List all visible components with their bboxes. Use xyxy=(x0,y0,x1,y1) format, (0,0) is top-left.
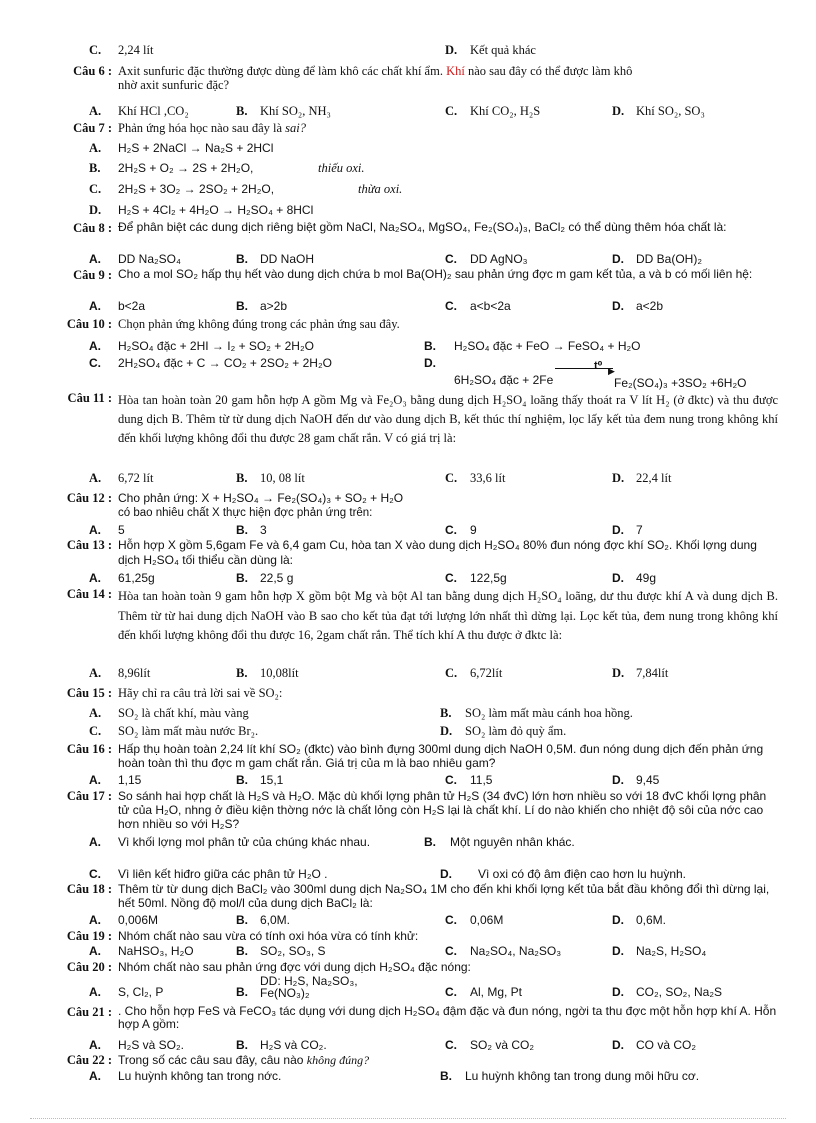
option-c-letter: C. xyxy=(445,666,458,680)
option-a-letter: A. xyxy=(89,666,102,680)
question-text: . Cho hỗn hợp FeS và FeCO₃ tác dụng với dung dịch H₂SO₄ đậm đặc và đun nóng, ngời ta thu đợc một hỗn hợp khí A. Hỗn hợp A gồm: xyxy=(118,1004,777,1031)
question-label: Câu 20 : xyxy=(66,960,112,974)
q19-option-d[interactable]: Na₂S, H₂SO₄ xyxy=(636,944,707,958)
option-d-letter: D. xyxy=(612,571,624,585)
option-d-letter: D. xyxy=(612,471,625,485)
q18-option-c[interactable]: 0,06M xyxy=(470,913,504,927)
question-label: Câu 8 : xyxy=(73,221,112,235)
q13-option-c[interactable]: 122,5g xyxy=(470,571,507,585)
q11-option-b[interactable]: 10, 08 lít xyxy=(260,471,305,485)
question-text: Để phân biệt các dung dịch riêng biệt gồm NaCl, Na₂SO₄, MgSO₄, Fe₂(SO₄)₃, BaCl₂ có thể dùng thêm hóa chất là: xyxy=(118,220,727,234)
option-a-letter: A. xyxy=(89,252,101,266)
option-a-letter: A. xyxy=(89,835,101,849)
q16-option-a[interactable]: 1,15 xyxy=(118,773,142,787)
q6-option-c[interactable]: Khí CO₂, H₂S xyxy=(470,104,541,118)
option-d-letter: D. xyxy=(612,666,625,680)
question-label: Câu 17 : xyxy=(66,789,112,803)
option-d-letter: D. xyxy=(612,1038,624,1052)
q14-option-c[interactable]: 6,72lít xyxy=(470,666,503,680)
q15-option-a[interactable]: SO₂ là chất khí, màu vàng xyxy=(118,706,249,720)
q7-sai: sai? xyxy=(285,121,306,135)
q18-option-b[interactable]: 6,0M. xyxy=(260,913,291,927)
option-d-letter: D. xyxy=(612,913,624,927)
question-text: Nhóm chất nào sau vừa có tính oxi hóa vừa có tính khử: xyxy=(118,929,419,943)
question-text xyxy=(118,64,778,92)
option-c-letter: C. xyxy=(89,724,102,738)
q22-khong-dung: không đúng? xyxy=(306,1053,370,1067)
question-label: Câu 22 : xyxy=(66,1053,112,1067)
option-d-letter: D. xyxy=(612,299,624,313)
option-b-letter: B. xyxy=(236,104,248,118)
question-label: Câu 21 : xyxy=(66,1005,112,1019)
option-c-letter: C. xyxy=(445,1038,457,1052)
q17-option-d[interactable]: Vì oxi có độ âm điện cao hơn lu huỳnh. xyxy=(478,867,686,881)
q5-option-c[interactable]: 2,24 lít xyxy=(118,43,154,57)
option-a-letter: A. xyxy=(89,571,101,585)
option-d-letter: D. xyxy=(612,252,624,266)
q7-option-d[interactable]: H₂S + 4Cl₂ + 4H₂O → H₂SO₄ + 8HCl xyxy=(118,203,314,217)
q21-option-a[interactable]: H₂S và SO₂. xyxy=(118,1038,184,1052)
option-c-letter: C. xyxy=(445,252,457,266)
option-d-letter: D. xyxy=(612,523,624,537)
q9-option-b[interactable]: a>2b xyxy=(260,299,288,313)
q16-option-d[interactable]: 9,45 xyxy=(636,773,660,787)
question-label: Câu 15 : xyxy=(66,686,112,700)
q14-option-d[interactable]: 7,84lít xyxy=(636,666,669,680)
q12-line2: có bao nhiêu chất X thực hiện đợc phản ứng trên: xyxy=(118,507,373,519)
q16-option-b[interactable]: 15,1 xyxy=(260,773,284,787)
q21-option-d[interactable]: CO và CO₂ xyxy=(636,1038,696,1052)
option-c-letter: C. xyxy=(445,913,457,927)
option-a-letter: A. xyxy=(89,944,101,958)
q22-option-a[interactable]: Lu huỳnh không tan trong nớc. xyxy=(118,1069,282,1083)
option-d-letter: D. xyxy=(89,203,102,217)
page-bottom-divider xyxy=(30,1118,786,1119)
option-d-letter: D. xyxy=(612,773,624,787)
question-text: Hòa tan hoàn toàn 20 gam hỗn hợp A gồm Mg và Fe₂O₃ bằng dung dịch H₂SO₄ loãng thấy thoát ra V lít H₂ (ở đktc) và thu được dung dịch B. Thêm từ từ dung dịch NaOH đến dư vào dung dịch B, kết thúc thí nghiệm, lọc lấy kết tủa đem nung trong không khí đến khối lượng không đổi thu được 28 gam chất rắn. V có giá trị là: xyxy=(118,393,778,445)
option-a-letter: A. xyxy=(89,773,101,787)
q8-option-b[interactable]: DD NaOH xyxy=(260,252,315,266)
option-b-letter: B. xyxy=(440,1069,452,1083)
option-d-letter: D. xyxy=(612,104,625,118)
option-d-letter: D. xyxy=(612,944,624,958)
q8-option-a[interactable]: DD Na₂SO₄ xyxy=(118,252,181,266)
q17-option-a[interactable]: Vì khối lợng mol phân tử của chúng khác nhau. xyxy=(118,835,371,849)
q13-option-b[interactable]: 22,5 g xyxy=(260,571,294,585)
q10-option-d-right: Fe₂(SO₄)₃ +3SO₂ +6H₂O xyxy=(614,376,747,390)
option-c-letter: C. xyxy=(445,104,458,118)
q22-text: Trong số các câu sau đây, câu nào xyxy=(118,1053,304,1067)
question-text: Hãy chỉ ra câu trả lời sai về SO₂: xyxy=(118,686,283,700)
q10-option-a[interactable]: H₂SO₄ đặc + 2HI → I₂ + SO₂ + 2H₂O xyxy=(118,339,314,353)
q7-option-b-note: thiếu oxi. xyxy=(318,161,365,175)
question-text xyxy=(118,1053,778,1067)
option-c-letter: C. xyxy=(89,182,102,196)
q10-option-d-temp: t⁰ xyxy=(594,360,603,372)
q7-option-a[interactable]: H₂S + 2NaCl → Na₂S + 2HCl xyxy=(118,141,274,155)
q15-option-d[interactable]: SO₂ làm đỏ quỳ ẩm. xyxy=(465,724,567,738)
q6-text-red: Khí xyxy=(446,64,465,78)
question-label: Câu 9 : xyxy=(73,268,112,282)
question-text: Cho a mol SO₂ hấp thụ hết vào dung dịch chứa b mol Ba(OH)₂ sau phản ứng đợc m gam kết tủa, a và b có mối liên hệ: xyxy=(118,267,753,281)
option-c-letter: C. xyxy=(445,944,457,958)
question-label: Câu 12 : xyxy=(66,491,112,505)
q13-option-a[interactable]: 61,25g xyxy=(118,571,155,585)
q6-option-d[interactable]: Khí SO₂, SO₃ xyxy=(636,104,705,118)
q9-option-d[interactable]: a<2b xyxy=(636,299,664,313)
q18-option-a[interactable]: 0,006M xyxy=(118,913,159,927)
option-c-letter: C. xyxy=(89,867,101,881)
option-b-letter: B. xyxy=(236,299,248,313)
option-a-letter: A. xyxy=(89,523,101,537)
q14-option-a[interactable]: 8,96lít xyxy=(118,666,151,680)
question-text: Chọn phản ứng không đúng trong các phản ứng sau đây. xyxy=(118,317,400,331)
q12-option-a[interactable]: 5 xyxy=(118,523,125,537)
q9-option-a[interactable]: b<2a xyxy=(118,299,146,313)
option-b-letter: B. xyxy=(236,985,248,999)
q19-option-c[interactable]: Na₂SO₄, Na₂SO₃ xyxy=(470,944,562,958)
q7-option-c-note: thừa oxi. xyxy=(358,182,403,196)
option-b-letter: B. xyxy=(236,571,248,585)
q11-option-d[interactable]: 22,4 lít xyxy=(636,471,672,485)
q12-reaction: Cho phản ứng: X + H₂SO₄ → Fe₂(SO₄)₃ + SO₂ + H₂O xyxy=(118,491,404,505)
arrow-head-icon: ▶ xyxy=(608,366,615,376)
option-c-letter: C. xyxy=(445,773,457,787)
option-a-letter: A. xyxy=(89,141,102,155)
question-text xyxy=(118,121,778,135)
option-a-letter: A. xyxy=(89,1069,101,1083)
question-label: Câu 16 : xyxy=(66,742,112,756)
option-c-letter: C. xyxy=(445,571,457,585)
q8-option-d[interactable]: DD Ba(OH)₂ xyxy=(636,252,702,266)
q22-option-b[interactable]: Lu huỳnh không tan trong dung môi hữu cơ. xyxy=(465,1069,700,1083)
question-text: So sánh hai hợp chất là H₂S và H₂O. Mặc dù khối lợng phân tử H₂S (34 đvC) lớn hơn nhiều so với 18 đvC khối lợng phân tử của H₂O, nhng ở điều kiện thờng nớc là chất lỏng còn H₂S lại là chất khí. Lí do nào khiến cho nhiệt độ sôi của nớc cao hơn nhiều so với H₂S? xyxy=(118,789,767,831)
q20-option-c[interactable]: Al, Mg, Pt xyxy=(470,985,523,999)
q5-option-d[interactable]: Kết quả khác xyxy=(470,43,536,57)
q6-option-b[interactable]: Khí SO₂, NH₃ xyxy=(260,104,331,118)
question-label: Câu 11 : xyxy=(67,391,112,405)
q12-option-b[interactable]: 3 xyxy=(260,523,267,537)
question-text xyxy=(118,491,778,520)
question-label: Câu 13 : xyxy=(66,538,112,552)
option-d-letter: D. xyxy=(440,867,452,881)
q9-option-c[interactable]: a<b<2a xyxy=(470,299,511,313)
q7-option-c[interactable]: 2H₂S + 3O₂ → 2SO₂ + 2H₂O, xyxy=(118,182,275,196)
option-b-letter: B. xyxy=(236,773,248,787)
option-b-letter: B. xyxy=(236,666,248,680)
option-b-letter: B. xyxy=(89,161,101,175)
q20-option-a[interactable]: S, Cl₂, P xyxy=(118,985,164,999)
question-label: Câu 7 : xyxy=(73,121,112,135)
question-text: Thêm từ từ dung dịch BaCl₂ vào 300ml dung dịch Na₂SO₄ 1M cho đến khi khối lợng kết tủa bắt đầu không đổi thì dừng lại, hết 50ml. Nồng độ mol/l của dung dịch BaCl₂ là: xyxy=(118,882,770,910)
question-label: Câu 18 : xyxy=(66,882,112,896)
q11-option-a[interactable]: 6,72 lít xyxy=(118,471,154,485)
q6-text-pre: Axit sunfuric đặc thường được dùng để làm khô các chất khí ẩm. xyxy=(118,64,443,78)
q20-option-b-line2: Fe(NO₃)₂ xyxy=(260,986,310,1000)
question-label: Câu 14 : xyxy=(66,587,112,601)
option-a-letter: A. xyxy=(89,913,101,927)
option-d-letter: D. xyxy=(445,43,458,57)
q7-text: Phản ứng hóa học nào sau đây là xyxy=(118,121,283,135)
question-text: Nhóm chất nào sau phản ứng đợc với dung dịch H₂SO₄ đặc nóng: xyxy=(118,960,471,974)
option-c-letter: C. xyxy=(445,985,457,999)
option-b-letter: B. xyxy=(424,339,436,353)
q19-option-a[interactable]: NaHSO₃, H₂O xyxy=(118,944,194,958)
option-b-letter: B. xyxy=(236,252,248,266)
q13-option-d[interactable]: 49g xyxy=(636,571,657,585)
q6-text-line2: nhờ axit sunfuric đặc? xyxy=(118,78,230,92)
question-text: Hấp thụ hoàn toàn 2,24 lít khí SO₂ (đktc) vào bình đựng 300ml dung dịch NaOH 0,5M. đun nóng dung dịch đến phản ứng hoàn toàn thì thu đợc m gam chất rắn. Giá trị của m là bao nhiêu gam? xyxy=(118,742,764,770)
arrow-icon xyxy=(555,368,613,369)
q20-option-d[interactable]: CO₂, SO₂, Na₂S xyxy=(636,985,722,999)
option-a-letter: A. xyxy=(89,985,101,999)
q6-text-post: nào sau đây có thể được làm khô xyxy=(467,64,633,78)
option-c-letter: C. xyxy=(89,43,102,57)
option-a-letter: A. xyxy=(89,471,102,485)
q21-option-b[interactable]: H₂S và CO₂. xyxy=(260,1038,327,1052)
q16-option-c[interactable]: 11,5 xyxy=(470,773,493,787)
q12-option-c[interactable]: 9 xyxy=(470,523,477,537)
option-b-letter: B. xyxy=(236,913,248,927)
question-label: Câu 10 : xyxy=(66,317,112,331)
q8-option-c[interactable]: DD AgNO₃ xyxy=(470,252,528,266)
option-d-letter: D. xyxy=(424,356,436,370)
option-c-letter: C. xyxy=(89,356,101,370)
option-d-letter: D. xyxy=(612,985,624,999)
option-b-letter: B. xyxy=(236,944,248,958)
option-c-letter: C. xyxy=(445,299,457,313)
q10-option-c[interactable]: 2H₂SO₄ đặc + C → CO₂ + 2SO₂ + 2H₂O xyxy=(118,356,332,370)
q11-option-c[interactable]: 33,6 lít xyxy=(470,471,506,485)
question-text: Hòa tan hoàn toàn 9 gam hỗn hợp X gồm bột Mg và bột Al tan bằng dung dịch H₂SO₄ loãng, dư thu được khí A và dung dịch B. Thêm từ từ hai dung dịch NaOH vào B sao cho kết tủa đạt tới lượng lớn nhất thì dừng lại. Lọc kết tủa, đem nung trong không khí đến khối lượng không đổi thu được 16, 2gam chất rắn. Thể tích khí A thu được ở đktc là: xyxy=(118,589,778,642)
question-label: Câu 6 : xyxy=(73,64,112,78)
option-b-letter: B. xyxy=(236,1038,248,1052)
q15-option-b[interactable]: SO₂ làm mất màu cánh hoa hồng. xyxy=(465,706,633,720)
option-b-letter: B. xyxy=(424,835,436,849)
q18-option-d[interactable]: 0,6M. xyxy=(636,913,667,927)
q17-option-c[interactable]: Vì liên kết hiđro giữa các phân tử H₂O . xyxy=(118,867,328,881)
q20-option-b[interactable] xyxy=(260,975,358,999)
option-b-letter: B. xyxy=(440,706,452,720)
q19-option-b[interactable]: SO₂, SO₃, S xyxy=(260,944,326,958)
question-label: Câu 19 : xyxy=(66,929,112,943)
q20-option-b-line1: DD: H₂S, Na₂SO₃, xyxy=(260,974,358,988)
q10-option-b[interactable]: H₂SO₄ đặc + FeO → FeSO₄ + H₂O xyxy=(454,339,641,353)
q10-option-d-left: 6H₂SO₄ đặc + 2Fe xyxy=(454,373,554,387)
question-text: Hỗn hợp X gồm 5,6gam Fe và 6,4 gam Cu, hòa tan X vào dung dịch H₂SO₄ 80% đun nóng đợc khí SO₂. Khối lợng dung dịch H₂SO₄ tối thiểu cần dùng là: xyxy=(118,538,757,567)
option-a-letter: A. xyxy=(89,339,101,353)
q17-option-b[interactable]: Một nguyên nhân khác. xyxy=(450,835,575,849)
q12-option-d[interactable]: 7 xyxy=(636,523,643,537)
q6-option-a[interactable]: Khí HCl ,CO₂ xyxy=(118,104,189,118)
option-b-letter: B. xyxy=(236,523,248,537)
q15-option-c[interactable]: SO₂ làm mất màu nước Br₂. xyxy=(118,724,259,738)
option-a-letter: A. xyxy=(89,104,102,118)
option-a-letter: A. xyxy=(89,299,101,313)
option-c-letter: C. xyxy=(445,523,457,537)
option-a-letter: A. xyxy=(89,1038,101,1052)
q21-option-c[interactable]: SO₂ và CO₂ xyxy=(470,1038,534,1052)
q7-option-b[interactable]: 2H₂S + O₂ → 2S + 2H₂O, xyxy=(118,161,254,175)
option-b-letter: B. xyxy=(236,471,248,485)
option-c-letter: C. xyxy=(445,471,458,485)
option-d-letter: D. xyxy=(440,724,453,738)
option-a-letter: A. xyxy=(89,706,102,720)
q14-option-b[interactable]: 10,08lít xyxy=(260,666,299,680)
